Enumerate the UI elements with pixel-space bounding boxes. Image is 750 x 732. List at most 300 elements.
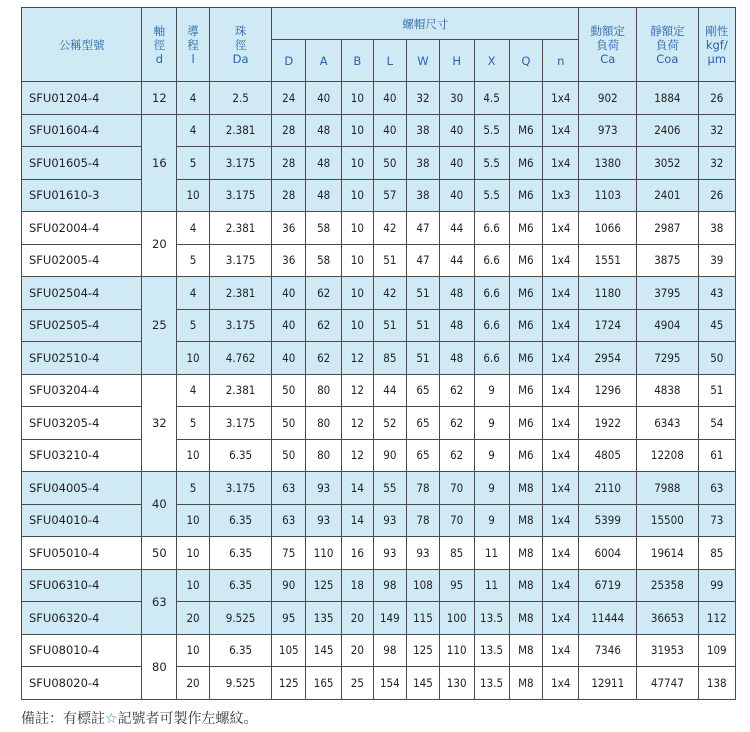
cell-da: 6.35 xyxy=(209,569,272,602)
cell-ca: 1066 xyxy=(579,212,637,245)
cell-coa: 1884 xyxy=(637,82,698,115)
star-icon: ☆ xyxy=(105,710,118,727)
shaft-diameter-cell: 25 xyxy=(142,277,177,375)
cell-q: M6 xyxy=(509,309,543,342)
cell-h: 70 xyxy=(439,504,474,537)
cell-n: 1x4 xyxy=(543,634,579,667)
table-row xyxy=(22,667,736,700)
shaft-diameter-cell: 20 xyxy=(142,212,177,277)
cell-h: 48 xyxy=(439,342,474,375)
cell-ca: 1922 xyxy=(579,407,637,440)
cell-a: 125 xyxy=(306,569,342,602)
cell-d: 125 xyxy=(272,667,306,700)
cell-ca: 1180 xyxy=(579,277,637,310)
cell-da: 3.175 xyxy=(209,179,272,212)
cell-l: 5 xyxy=(177,309,210,342)
model-cell: SFU04010-4 xyxy=(22,504,142,537)
cell-x: 9 xyxy=(474,407,509,440)
cell-d: 40 xyxy=(272,309,306,342)
header-dim-a: A xyxy=(306,40,342,82)
cell-da: 3.175 xyxy=(209,309,272,342)
cell-da: 3.175 xyxy=(209,472,272,505)
cell-k: 73 xyxy=(698,504,735,537)
cell-q: M6 xyxy=(509,277,543,310)
cell-a: 93 xyxy=(306,472,342,505)
cell-coa: 15500 xyxy=(637,504,698,537)
cell-b: 10 xyxy=(342,277,373,310)
cell-h: 130 xyxy=(439,667,474,700)
table-row xyxy=(22,244,736,277)
table-row xyxy=(22,439,736,472)
model-cell: SFU06320-4 xyxy=(22,602,142,635)
cell-h: 44 xyxy=(439,212,474,245)
cell-q: M6 xyxy=(509,342,543,375)
table-row xyxy=(22,147,736,180)
cell-x: 9 xyxy=(474,504,509,537)
header-dim-q: Q xyxy=(509,40,543,82)
cell-n: 1x4 xyxy=(543,114,579,147)
shaft-diameter-cell: 12 xyxy=(142,82,177,115)
table-row xyxy=(22,277,736,310)
cell-a: 135 xyxy=(306,602,342,635)
model-cell: SFU02005-4 xyxy=(22,244,142,277)
cell-x: 6.6 xyxy=(474,212,509,245)
cell-a: 40 xyxy=(306,82,342,115)
cell-da: 6.35 xyxy=(209,634,272,667)
cell-a: 48 xyxy=(306,179,342,212)
header-dim-b: B xyxy=(342,40,373,82)
cell-n: 1x4 xyxy=(543,82,579,115)
cell-k: 26 xyxy=(698,179,735,212)
cell-n: 1x4 xyxy=(543,342,579,375)
cell-b: 10 xyxy=(342,147,373,180)
cell-w: 125 xyxy=(407,634,440,667)
cell-d: 40 xyxy=(272,277,306,310)
model-cell: SFU01204-4 xyxy=(22,82,142,115)
cell-k: 39 xyxy=(698,244,735,277)
cell-coa: 19614 xyxy=(637,537,698,570)
table-row xyxy=(22,504,736,537)
cell-b: 10 xyxy=(342,179,373,212)
table-row xyxy=(22,82,736,115)
header-dim-h: H xyxy=(439,40,474,82)
cell-w: 47 xyxy=(407,212,440,245)
table-row xyxy=(22,342,736,375)
shaft-diameter-cell: 40 xyxy=(142,472,177,537)
model-cell: SFU01610-3 xyxy=(22,179,142,212)
table-row xyxy=(22,212,736,245)
cell-h: 70 xyxy=(439,472,474,505)
cell-ca: 1380 xyxy=(579,147,637,180)
cell-x: 5.5 xyxy=(474,179,509,212)
cell-q: M6 xyxy=(509,114,543,147)
cell-b: 20 xyxy=(342,602,373,635)
cell-k: 63 xyxy=(698,472,735,505)
cell-l: 10 xyxy=(177,342,210,375)
cell-coa: 4904 xyxy=(637,309,698,342)
cell-x: 6.6 xyxy=(474,309,509,342)
cell-a: 62 xyxy=(306,277,342,310)
cell-coa: 47747 xyxy=(637,667,698,700)
cell-b: 12 xyxy=(342,374,373,407)
cell-coa: 2406 xyxy=(637,114,698,147)
cell-l: 5 xyxy=(177,244,210,277)
cell-w: 115 xyxy=(407,602,440,635)
cell-k: 45 xyxy=(698,309,735,342)
cell-n: 1x4 xyxy=(543,244,579,277)
cell-l: 10 xyxy=(177,634,210,667)
cell-b: 12 xyxy=(342,407,373,440)
cell-ca: 1724 xyxy=(579,309,637,342)
cell-d: 75 xyxy=(272,537,306,570)
cell-ca: 1103 xyxy=(579,179,637,212)
cell-x: 9 xyxy=(474,374,509,407)
header-model: 公稱型號 xyxy=(22,8,142,82)
cell-w: 38 xyxy=(407,147,440,180)
cell-q: M8 xyxy=(509,537,543,570)
cell-l: 55 xyxy=(373,472,407,505)
cell-n: 1x4 xyxy=(543,212,579,245)
cell-l: 40 xyxy=(373,82,407,115)
cell-q: M8 xyxy=(509,667,543,700)
cell-b: 12 xyxy=(342,342,373,375)
cell-w: 38 xyxy=(407,114,440,147)
header-dim-n: n xyxy=(543,40,579,82)
cell-d: 63 xyxy=(272,472,306,505)
cell-coa: 3052 xyxy=(637,147,698,180)
cell-ca: 6719 xyxy=(579,569,637,602)
ball-screw-spec-table xyxy=(21,7,736,700)
cell-h: 40 xyxy=(439,179,474,212)
cell-h: 48 xyxy=(439,277,474,310)
cell-b: 16 xyxy=(342,537,373,570)
cell-da: 4.762 xyxy=(209,342,272,375)
cell-d: 95 xyxy=(272,602,306,635)
cell-k: 51 xyxy=(698,374,735,407)
cell-h: 62 xyxy=(439,407,474,440)
model-cell: SFU03210-4 xyxy=(22,439,142,472)
cell-h: 62 xyxy=(439,374,474,407)
cell-w: 145 xyxy=(407,667,440,700)
table-row xyxy=(22,374,736,407)
cell-n: 1x4 xyxy=(543,439,579,472)
cell-coa: 3875 xyxy=(637,244,698,277)
cell-x: 4.5 xyxy=(474,82,509,115)
cell-n: 1x4 xyxy=(543,374,579,407)
cell-d: 50 xyxy=(272,439,306,472)
cell-x: 11 xyxy=(474,537,509,570)
cell-h: 85 xyxy=(439,537,474,570)
header-nut-dimensions: 螺帽尺寸 xyxy=(272,8,579,40)
cell-w: 51 xyxy=(407,277,440,310)
cell-x: 11 xyxy=(474,569,509,602)
cell-l: 10 xyxy=(177,439,210,472)
model-cell: SFU03204-4 xyxy=(22,374,142,407)
table-row xyxy=(22,179,736,212)
cell-d: 50 xyxy=(272,407,306,440)
cell-q xyxy=(509,82,543,115)
cell-x: 9 xyxy=(474,439,509,472)
model-cell: SFU02004-4 xyxy=(22,212,142,245)
cell-da: 9.525 xyxy=(209,667,272,700)
cell-l: 51 xyxy=(373,244,407,277)
cell-l: 52 xyxy=(373,407,407,440)
cell-coa: 7988 xyxy=(637,472,698,505)
cell-h: 44 xyxy=(439,244,474,277)
cell-k: 32 xyxy=(698,114,735,147)
cell-q: M6 xyxy=(509,179,543,212)
cell-k: 99 xyxy=(698,569,735,602)
cell-l: 5 xyxy=(177,407,210,440)
cell-l: 42 xyxy=(373,277,407,310)
cell-ca: 1296 xyxy=(579,374,637,407)
cell-w: 65 xyxy=(407,407,440,440)
cell-coa: 7295 xyxy=(637,342,698,375)
shaft-diameter-cell: 63 xyxy=(142,569,177,634)
table-row xyxy=(22,602,736,635)
cell-coa: 4838 xyxy=(637,374,698,407)
cell-x: 6.6 xyxy=(474,277,509,310)
cell-ca: 902 xyxy=(579,82,637,115)
cell-ca: 2954 xyxy=(579,342,637,375)
cell-k: 85 xyxy=(698,537,735,570)
cell-a: 58 xyxy=(306,212,342,245)
cell-coa: 2987 xyxy=(637,212,698,245)
model-cell: SFU02504-4 xyxy=(22,277,142,310)
header-dim-l: L xyxy=(373,40,407,82)
model-cell: SFU03205-4 xyxy=(22,407,142,440)
cell-da: 3.175 xyxy=(209,147,272,180)
model-cell: SFU01605-4 xyxy=(22,147,142,180)
header-ball-diameter: 珠 徑 Da xyxy=(209,8,272,82)
cell-n: 1x4 xyxy=(543,667,579,700)
cell-k: 38 xyxy=(698,212,735,245)
cell-k: 50 xyxy=(698,342,735,375)
cell-x: 13.5 xyxy=(474,667,509,700)
cell-l: 5 xyxy=(177,147,210,180)
cell-x: 6.6 xyxy=(474,244,509,277)
cell-w: 38 xyxy=(407,179,440,212)
cell-x: 9 xyxy=(474,472,509,505)
spec-table-body xyxy=(22,82,736,700)
model-cell: SFU08020-4 xyxy=(22,667,142,700)
cell-a: 165 xyxy=(306,667,342,700)
cell-l: 4 xyxy=(177,114,210,147)
cell-h: 95 xyxy=(439,569,474,602)
cell-w: 51 xyxy=(407,342,440,375)
model-cell: SFU04005-4 xyxy=(22,472,142,505)
cell-ca: 11444 xyxy=(579,602,637,635)
cell-a: 80 xyxy=(306,439,342,472)
cell-h: 48 xyxy=(439,309,474,342)
cell-w: 78 xyxy=(407,472,440,505)
cell-b: 10 xyxy=(342,309,373,342)
cell-a: 80 xyxy=(306,407,342,440)
cell-l: 10 xyxy=(177,179,210,212)
shaft-diameter-cell: 16 xyxy=(142,114,177,212)
cell-d: 40 xyxy=(272,342,306,375)
model-cell: SFU01604-4 xyxy=(22,114,142,147)
cell-a: 48 xyxy=(306,147,342,180)
cell-q: M8 xyxy=(509,504,543,537)
cell-n: 1x4 xyxy=(543,277,579,310)
cell-d: 90 xyxy=(272,569,306,602)
cell-k: 112 xyxy=(698,602,735,635)
cell-n: 1x4 xyxy=(543,504,579,537)
cell-l: 149 xyxy=(373,602,407,635)
header-lead: 導 程 l xyxy=(177,8,210,82)
cell-x: 6.6 xyxy=(474,342,509,375)
cell-da: 2.381 xyxy=(209,114,272,147)
cell-l: 50 xyxy=(373,147,407,180)
cell-w: 78 xyxy=(407,504,440,537)
cell-d: 24 xyxy=(272,82,306,115)
cell-ca: 7346 xyxy=(579,634,637,667)
cell-h: 30 xyxy=(439,82,474,115)
shaft-diameter-cell: 50 xyxy=(142,537,177,570)
cell-da: 3.175 xyxy=(209,407,272,440)
cell-l: 44 xyxy=(373,374,407,407)
cell-n: 1x4 xyxy=(543,602,579,635)
table-row xyxy=(22,309,736,342)
cell-h: 100 xyxy=(439,602,474,635)
table-row xyxy=(22,569,736,602)
model-cell: SFU08010-4 xyxy=(22,634,142,667)
cell-da: 2.381 xyxy=(209,374,272,407)
cell-l: 10 xyxy=(177,537,210,570)
cell-w: 65 xyxy=(407,439,440,472)
cell-k: 138 xyxy=(698,667,735,700)
model-cell: SFU02505-4 xyxy=(22,309,142,342)
cell-ca: 4805 xyxy=(579,439,637,472)
cell-q: M8 xyxy=(509,602,543,635)
cell-coa: 25358 xyxy=(637,569,698,602)
cell-ca: 973 xyxy=(579,114,637,147)
cell-x: 13.5 xyxy=(474,602,509,635)
cell-coa: 31953 xyxy=(637,634,698,667)
cell-d: 28 xyxy=(272,147,306,180)
cell-x: 5.5 xyxy=(474,114,509,147)
cell-h: 40 xyxy=(439,114,474,147)
cell-da: 9.525 xyxy=(209,602,272,635)
cell-ca: 1551 xyxy=(579,244,637,277)
header-dim-x: X xyxy=(474,40,509,82)
cell-q: M6 xyxy=(509,212,543,245)
cell-b: 10 xyxy=(342,244,373,277)
cell-b: 12 xyxy=(342,439,373,472)
cell-d: 28 xyxy=(272,179,306,212)
shaft-diameter-cell: 80 xyxy=(142,634,177,699)
cell-w: 51 xyxy=(407,309,440,342)
cell-w: 93 xyxy=(407,537,440,570)
cell-l: 20 xyxy=(177,667,210,700)
header-shaft-diameter: 軸 徑 d xyxy=(142,8,177,82)
cell-da: 2.381 xyxy=(209,212,272,245)
cell-ca: 5399 xyxy=(579,504,637,537)
cell-d: 50 xyxy=(272,374,306,407)
cell-h: 110 xyxy=(439,634,474,667)
table-row xyxy=(22,634,736,667)
model-cell: SFU02510-4 xyxy=(22,342,142,375)
table-row xyxy=(22,472,736,505)
cell-k: 43 xyxy=(698,277,735,310)
cell-l: 90 xyxy=(373,439,407,472)
cell-d: 36 xyxy=(272,212,306,245)
cell-a: 80 xyxy=(306,374,342,407)
cell-k: 109 xyxy=(698,634,735,667)
cell-b: 10 xyxy=(342,114,373,147)
model-cell: SFU05010-4 xyxy=(22,537,142,570)
cell-k: 32 xyxy=(698,147,735,180)
cell-l: 57 xyxy=(373,179,407,212)
cell-l: 10 xyxy=(177,569,210,602)
cell-q: M8 xyxy=(509,634,543,667)
cell-da: 6.35 xyxy=(209,504,272,537)
cell-a: 48 xyxy=(306,114,342,147)
cell-k: 54 xyxy=(698,407,735,440)
header-dynamic-load: 動額定 負荷 Ca xyxy=(579,8,637,82)
cell-n: 1x3 xyxy=(543,179,579,212)
cell-d: 63 xyxy=(272,504,306,537)
cell-n: 1x4 xyxy=(543,147,579,180)
cell-b: 20 xyxy=(342,634,373,667)
cell-coa: 6343 xyxy=(637,407,698,440)
cell-coa: 36653 xyxy=(637,602,698,635)
table-row xyxy=(22,114,736,147)
cell-q: M6 xyxy=(509,374,543,407)
cell-l: 20 xyxy=(177,602,210,635)
cell-l: 93 xyxy=(373,504,407,537)
cell-h: 62 xyxy=(439,439,474,472)
model-cell: SFU06310-4 xyxy=(22,569,142,602)
cell-ca: 2110 xyxy=(579,472,637,505)
cell-l: 4 xyxy=(177,374,210,407)
cell-l: 4 xyxy=(177,212,210,245)
cell-q: M6 xyxy=(509,244,543,277)
cell-d: 105 xyxy=(272,634,306,667)
cell-a: 145 xyxy=(306,634,342,667)
cell-ca: 6004 xyxy=(579,537,637,570)
table-row xyxy=(22,537,736,570)
cell-l: 98 xyxy=(373,634,407,667)
cell-n: 1x4 xyxy=(543,472,579,505)
cell-l: 5 xyxy=(177,472,210,505)
cell-q: M6 xyxy=(509,147,543,180)
cell-k: 61 xyxy=(698,439,735,472)
header-dim-d: D xyxy=(272,40,306,82)
cell-a: 62 xyxy=(306,342,342,375)
cell-b: 25 xyxy=(342,667,373,700)
cell-a: 62 xyxy=(306,309,342,342)
cell-da: 3.175 xyxy=(209,244,272,277)
header-dim-w: W xyxy=(407,40,440,82)
cell-a: 58 xyxy=(306,244,342,277)
cell-b: 10 xyxy=(342,82,373,115)
cell-l: 10 xyxy=(177,504,210,537)
cell-b: 14 xyxy=(342,472,373,505)
cell-h: 40 xyxy=(439,147,474,180)
cell-ca: 12911 xyxy=(579,667,637,700)
cell-n: 1x4 xyxy=(543,569,579,602)
cell-d: 28 xyxy=(272,114,306,147)
cell-q: M8 xyxy=(509,569,543,602)
cell-da: 6.35 xyxy=(209,537,272,570)
cell-l: 40 xyxy=(373,114,407,147)
cell-l: 85 xyxy=(373,342,407,375)
cell-b: 10 xyxy=(342,212,373,245)
header-stiffness: 剛性 kgf/ μm xyxy=(698,8,735,82)
cell-q: M6 xyxy=(509,439,543,472)
